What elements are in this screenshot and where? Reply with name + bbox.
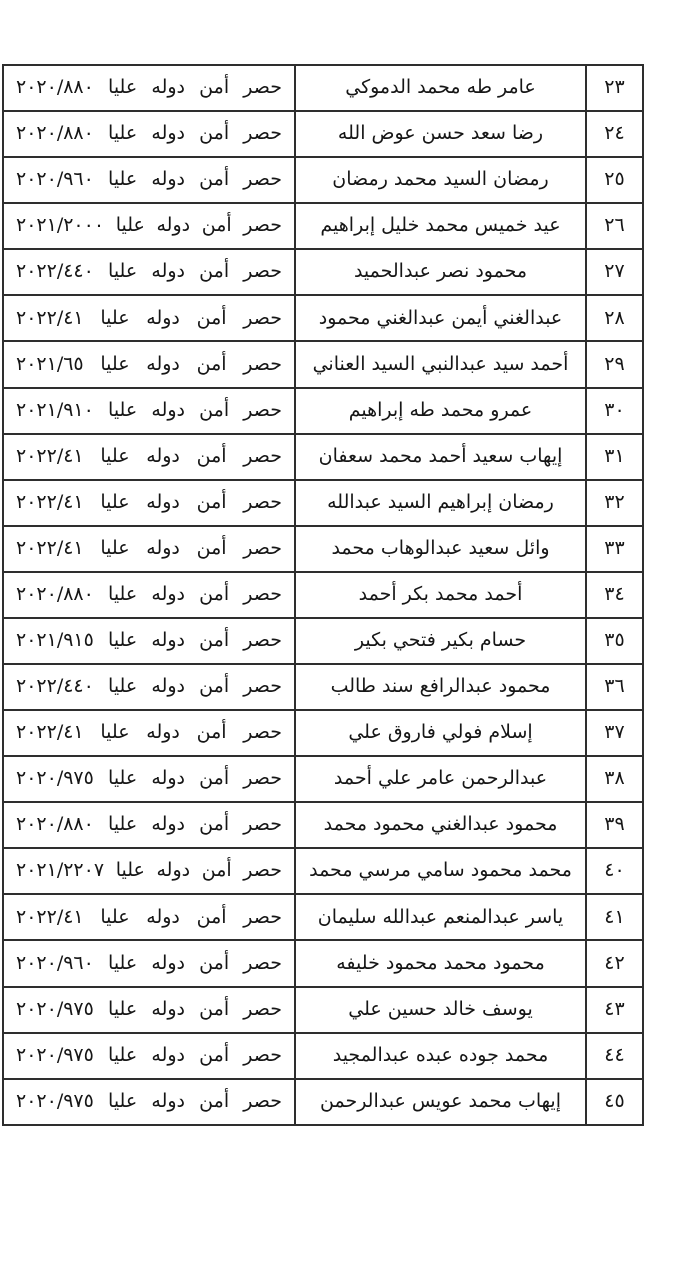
- case-number-cell: حصر أمن دوله عليا ٢٠٢٠/٨٨٠: [3, 65, 295, 111]
- case-number-cell: حصر أمن دوله عليا ٢٠٢١/٢٢٠٧: [3, 848, 295, 894]
- table-row: [3, 940, 643, 986]
- case-number-cell: حصر أمن دوله عليا ٢٠٢٢/٤١: [3, 480, 295, 526]
- cases-table-body: [3, 65, 643, 1125]
- case-number-cell: حصر أمن دوله عليا ٢٠٢١/٩١٥: [3, 618, 295, 664]
- name-cell: عيد خميس محمد خليل إبراهيم: [295, 203, 586, 249]
- table-row: [3, 664, 643, 710]
- table-row: [3, 802, 643, 848]
- table-row: [3, 295, 643, 341]
- serial-number-cell: ٢٣: [586, 65, 643, 111]
- serial-number-cell: ٤٠: [586, 848, 643, 894]
- name-cell: محمود نصر عبدالحميد: [295, 249, 586, 295]
- serial-number-cell: ٣٩: [586, 802, 643, 848]
- serial-number-cell: ٢٧: [586, 249, 643, 295]
- serial-number-cell: ٣٣: [586, 526, 643, 572]
- serial-number-cell: ٤٣: [586, 987, 643, 1033]
- case-number-cell: حصر أمن دوله عليا ٢٠٢٢/٤١: [3, 434, 295, 480]
- case-number-cell: حصر أمن دوله عليا ٢٠٢٢/٤٤٠: [3, 664, 295, 710]
- serial-number-cell: ٢٨: [586, 295, 643, 341]
- name-cell: رمضان السيد محمد رمضان: [295, 157, 586, 203]
- name-cell: عمرو محمد طه إبراهيم: [295, 388, 586, 434]
- table-row: [3, 618, 643, 664]
- name-cell: محمود محمد محمود خليفه: [295, 940, 586, 986]
- name-cell: ياسر عبدالمنعم عبدالله سليمان: [295, 894, 586, 940]
- case-number-cell: حصر أمن دوله عليا ٢٠٢٠/٩٧٥: [3, 1079, 295, 1125]
- serial-number-cell: ٣٦: [586, 664, 643, 710]
- serial-number-cell: ٢٦: [586, 203, 643, 249]
- case-number-cell: حصر أمن دوله عليا ٢٠٢٢/٤٤٠: [3, 249, 295, 295]
- case-number-cell: حصر أمن دوله عليا ٢٠٢٠/٩٧٥: [3, 1033, 295, 1079]
- table-row: [3, 341, 643, 387]
- serial-number-cell: ٢٩: [586, 341, 643, 387]
- table-row: [3, 526, 643, 572]
- table-row: [3, 388, 643, 434]
- serial-number-cell: ٤١: [586, 894, 643, 940]
- name-cell: وائل سعيد عبدالوهاب محمد: [295, 526, 586, 572]
- case-number-cell: حصر أمن دوله عليا ٢٠٢٠/٨٨٠: [3, 572, 295, 618]
- table-row: [3, 203, 643, 249]
- name-cell: أحمد محمد بكر أحمد: [295, 572, 586, 618]
- table-row: [3, 157, 643, 203]
- serial-number-cell: ٤٤: [586, 1033, 643, 1079]
- name-cell: عبدالغني أيمن عبدالغني محمود: [295, 295, 586, 341]
- table-row: [3, 434, 643, 480]
- name-cell: محمود عبدالرافع سند طالب: [295, 664, 586, 710]
- table-row: [3, 987, 643, 1033]
- cases-table: [2, 64, 644, 1126]
- serial-number-cell: ٣٥: [586, 618, 643, 664]
- serial-number-cell: ٢٥: [586, 157, 643, 203]
- case-number-cell: حصر أمن دوله عليا ٢٠٢٢/٤١: [3, 526, 295, 572]
- table-row: [3, 894, 643, 940]
- name-cell: أحمد سيد عبدالنبي السيد العناني: [295, 341, 586, 387]
- table-row: [3, 65, 643, 111]
- name-cell: رمضان إبراهيم السيد عبدالله: [295, 480, 586, 526]
- table-row: [3, 111, 643, 157]
- case-number-cell: حصر أمن دوله عليا ٢٠٢٠/٨٨٠: [3, 802, 295, 848]
- case-number-cell: حصر أمن دوله عليا ٢٠٢٠/٩٧٥: [3, 987, 295, 1033]
- name-cell: إسلام فولي فاروق علي: [295, 710, 586, 756]
- name-cell: محمد محمود سامي مرسي محمد: [295, 848, 586, 894]
- name-cell: عبدالرحمن عامر علي أحمد: [295, 756, 586, 802]
- serial-number-cell: ٤٢: [586, 940, 643, 986]
- name-cell: رضا سعد حسن عوض الله: [295, 111, 586, 157]
- serial-number-cell: ٣١: [586, 434, 643, 480]
- serial-number-cell: ٣٤: [586, 572, 643, 618]
- case-number-cell: حصر أمن دوله عليا ٢٠٢١/٩١٠: [3, 388, 295, 434]
- table-row: [3, 480, 643, 526]
- table-row: [3, 1079, 643, 1125]
- serial-number-cell: ٣٢: [586, 480, 643, 526]
- case-number-cell: حصر أمن دوله عليا ٢٠٢١/٢٠٠٠: [3, 203, 295, 249]
- table-row: [3, 1033, 643, 1079]
- serial-number-cell: ٣٨: [586, 756, 643, 802]
- case-number-cell: حصر أمن دوله عليا ٢٠٢٠/٨٨٠: [3, 111, 295, 157]
- serial-number-cell: ٤٥: [586, 1079, 643, 1125]
- case-number-cell: حصر أمن دوله عليا ٢٠٢٠/٩٦٠: [3, 940, 295, 986]
- table-row: [3, 249, 643, 295]
- name-cell: محمد جوده عبده عبدالمجيد: [295, 1033, 586, 1079]
- table-row: [3, 572, 643, 618]
- name-cell: إيهاب محمد عويس عبدالرحمن: [295, 1079, 586, 1125]
- name-cell: يوسف خالد حسين علي: [295, 987, 586, 1033]
- case-number-cell: حصر أمن دوله عليا ٢٠٢١/٦٥: [3, 341, 295, 387]
- case-number-cell: حصر أمن دوله عليا ٢٠٢٠/٩٧٥: [3, 756, 295, 802]
- name-cell: عامر طه محمد الدموكي: [295, 65, 586, 111]
- case-number-cell: حصر أمن دوله عليا ٢٠٢٢/٤١: [3, 710, 295, 756]
- table-row: [3, 848, 643, 894]
- case-number-cell: حصر أمن دوله عليا ٢٠٢٠/٩٦٠: [3, 157, 295, 203]
- name-cell: محمود عبدالغني محمود محمد: [295, 802, 586, 848]
- table-row: [3, 710, 643, 756]
- name-cell: إيهاب سعيد أحمد محمد سعفان: [295, 434, 586, 480]
- serial-number-cell: ٣٠: [586, 388, 643, 434]
- name-cell: حسام بكير فتحي بكير: [295, 618, 586, 664]
- case-number-cell: حصر أمن دوله عليا ٢٠٢٢/٤١: [3, 295, 295, 341]
- table-row: [3, 756, 643, 802]
- serial-number-cell: ٣٧: [586, 710, 643, 756]
- serial-number-cell: ٢٤: [586, 111, 643, 157]
- case-number-cell: حصر أمن دوله عليا ٢٠٢٢/٤١: [3, 894, 295, 940]
